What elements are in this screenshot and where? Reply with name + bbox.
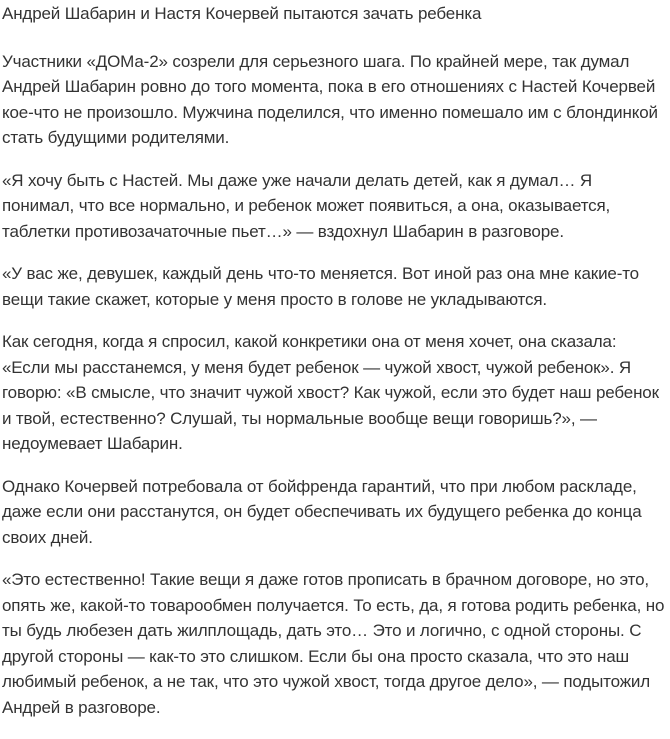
article-title: Андрей Шабарин и Настя Кочервей пытаются зачать ребенка xyxy=(2,4,482,23)
article-paragraph-quote-4: «Это естественно! Такие вещи я даже готов прописать в брачном договоре, но это, опять же, какой-то товарообмен получается. То есть, да, я готова родить ребенка, но ты будь любезен дать жилплощадь, дать это… Это и логично, с одной стороны. С другой стороны — как-то это слишком. Если бы она просто сказала, что это наш любимый ребенок, а не так, что это чужой хвост, тогда другое дело», — подытожил Андрей в разговоре. xyxy=(2,570,665,717)
article-paragraph-quote-1: «Я хочу быть с Настей. Мы даже уже начали делать детей, как я думал… Я понимал, что все нормально, и ребенок может появиться, а она, оказывается, таблетки противозачаточные пьет…» — вздохнул Шабарин в разговоре. xyxy=(2,170,611,241)
article-paragraph-narration: Однако Кочервей потребовала от бойфренда гарантий, что при любом раскладе, даже если они расстанутся, он будет обеспечивать их будущего ребенка до конца своих дней. xyxy=(2,476,642,547)
article-paragraph-quote-2: «У вас же, девушек, каждый день что-то меняется. Вот иной раз она мне какие-то вещи такие скажет, которые у меня просто в голове не укладываются. xyxy=(2,264,639,309)
article-paragraph-quote-3: Как сегодня, когда я спросил, какой конкретики она от меня хочет, она сказала: «Если мы расстанемся, у меня будет ребенок — чужой хвост, чужой ребенок». Я говорю: «В смысле, что значит чужой хвост? Как чужой, если это будет наш ребенок и твой, естественно? Слушай, ты нормальные вообще вещи говоришь?», — недоумевает Шабарин. xyxy=(2,332,659,453)
article-paragraph-lead: Участники «ДОМа-2» созрели для серьезного шага. По крайней мере, так думал Андрей Шабарин ровно до того момента, пока в его отношениях с Настей Кочервей кое-что не произошло. Мужчина поделился, что именно помешало им с блондинкой стать будущими родителями. xyxy=(2,51,658,147)
